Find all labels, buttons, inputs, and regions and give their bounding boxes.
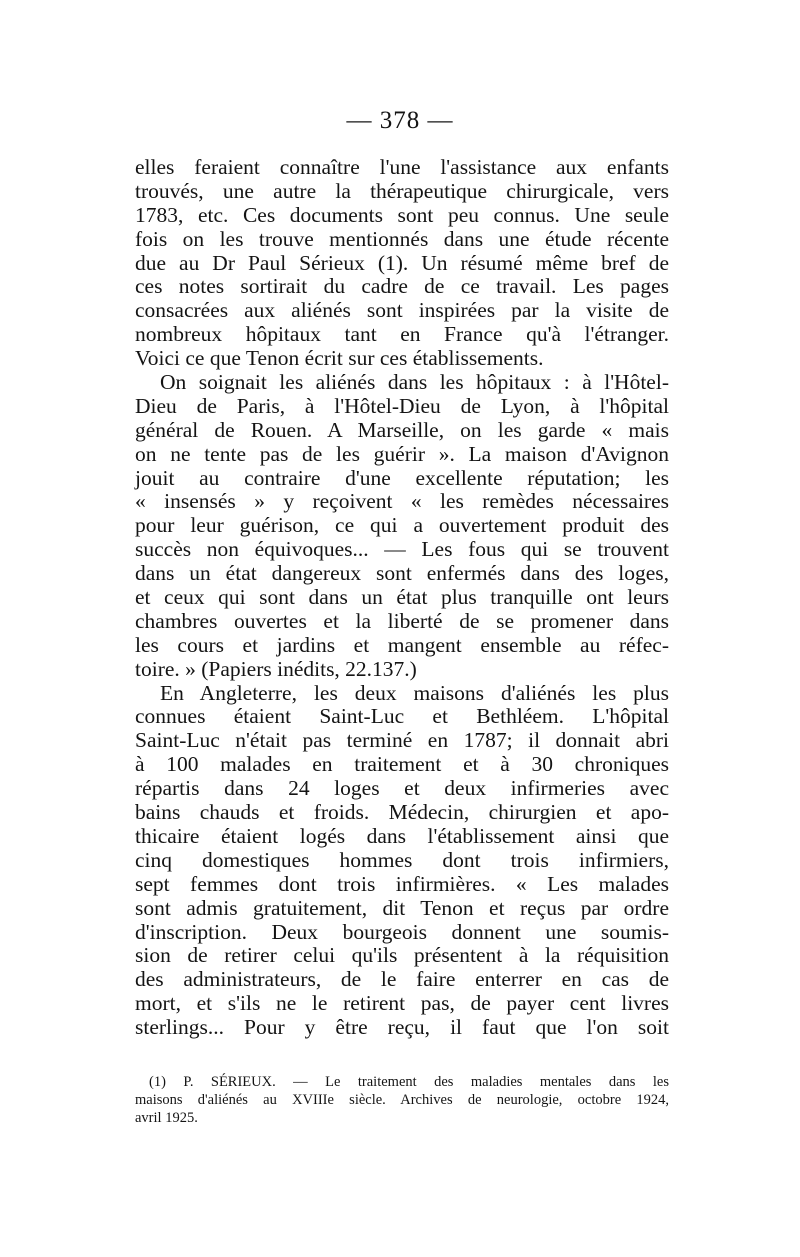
text-line: chambres ouvertes et la liberté de se promener dans [135, 608, 669, 633]
text-line: consacrées aux aliénés sont inspirées par la visite de [135, 298, 669, 323]
text-line: jouit au contraire d'une excellente réputation; les [135, 465, 669, 490]
text-line: pour leur guérison, ce qui a ouvertement produit des [135, 513, 669, 538]
text-line: mort, et s'ils ne le retirent pas, de payer cent livres [135, 991, 669, 1016]
text-line: des administrateurs, de le faire enterrer en cas de [135, 967, 669, 992]
text-line: « insensés » y reçoivent « les remèdes nécessaires [135, 489, 669, 514]
text-line: on ne tente pas de les guérir ». La maison d'Avignon [135, 441, 669, 466]
text-line: et ceux qui sont dans un état plus tranquille ont leurs [135, 585, 669, 610]
text-line: dans un état dangereux sont enfermés dans des loges, [135, 561, 669, 586]
text-line: Saint-Luc n'était pas terminé en 1787; il donnait abri [135, 728, 669, 753]
text-line: sion de retirer celui qu'ils présentent à la réquisition [135, 943, 669, 968]
text-line: cinq domestiques hommes dont trois infirmiers, [135, 847, 669, 872]
text-line: ces notes sortirait du cadre de ce travail. Les pages [135, 274, 669, 299]
text-line: sont admis gratuitement, dit Tenon et reçus par ordre [135, 895, 669, 920]
text-line: On soignait les aliénés dans les hôpitaux : à l'Hôtel- [160, 370, 669, 395]
footnote-line: (1) P. SÉRIEUX. — Le traitement des maladies mentales dans les [149, 1074, 669, 1090]
body-text [135, 156, 669, 1040]
text-line: général de Rouen. A Marseille, on les garde « mais [135, 417, 669, 442]
text-line: à 100 malades en traitement et à 30 chroniques [135, 752, 669, 777]
text-line: thicaire étaient logés dans l'établissement ainsi que [135, 823, 669, 848]
footnote-line: maisons d'aliénés au XVIIIe siècle. Archives de neurologie, octobre 1924, [135, 1092, 669, 1108]
text-line: Voici ce que Tenon écrit sur ces établissements. [135, 346, 544, 371]
text-line: Dieu de Paris, à l'Hôtel-Dieu de Lyon, à l'hôpital [135, 393, 669, 418]
text-line: d'inscription. Deux bourgeois donnent une soumis- [135, 919, 669, 944]
text-line: 1783, etc. Ces documents sont peu connus. Une seule [135, 202, 669, 227]
page-number: — 378 — [346, 107, 454, 134]
text-line: bains chauds et froids. Médecin, chirurgien et apo- [135, 800, 669, 825]
footnote-line: avril 1925. [135, 1110, 198, 1126]
footnote [135, 1073, 669, 1127]
text-line: connues étaient Saint-Luc et Bethléem. L'hôpital [135, 704, 669, 729]
text-line: les cours et jardins et mangent ensemble au réfec- [135, 632, 669, 657]
text-line: nombreux hôpitaux tant en France qu'à l'étranger. [135, 322, 669, 347]
text-line: sterlings... Pour y être reçu, il faut que l'on soit [135, 1015, 669, 1040]
text-line: fois on les trouve mentionnés dans une étude récente [135, 226, 669, 251]
text-line: En Angleterre, les deux maisons d'aliénés les plus [160, 680, 669, 705]
text-line: succès non équivoques... — Les fous qui se trouvent [135, 537, 669, 562]
text-line: trouvés, une autre la thérapeutique chirurgicale, vers [135, 178, 669, 203]
text-line: répartis dans 24 loges et deux infirmeries avec [135, 776, 669, 801]
text-line: due au Dr Paul Sérieux (1). Un résumé même bref de [135, 250, 669, 275]
text-line: elles feraient connaître l'une l'assistance aux enfants [135, 155, 669, 179]
text-line: toire. » (Papiers inédits, 22.137.) [135, 656, 417, 681]
text-line: sept femmes dont trois infirmières. « Les malades [135, 871, 669, 896]
